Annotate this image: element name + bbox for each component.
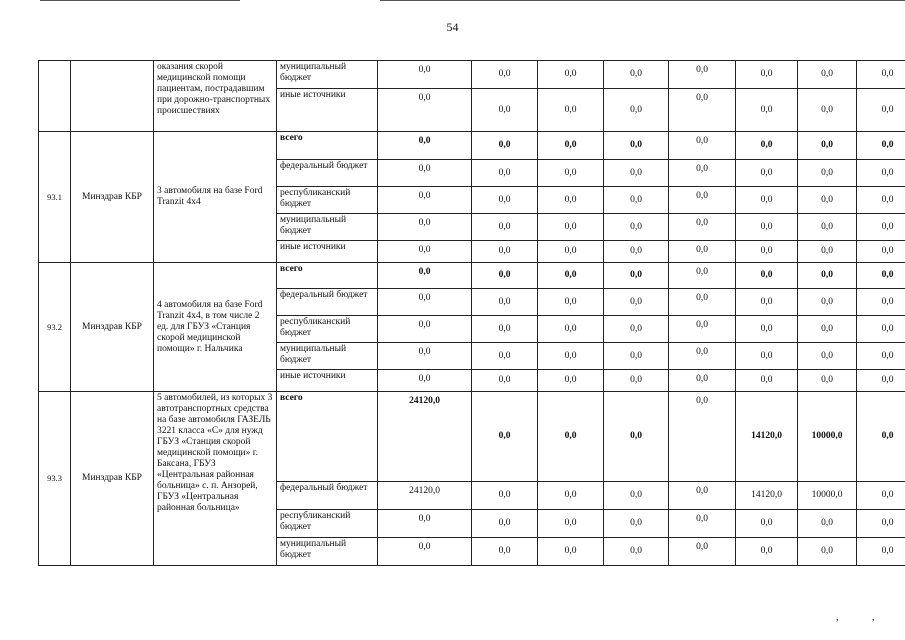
row-id: 93.2	[39, 263, 71, 392]
value-cell: 0,0	[857, 214, 905, 241]
value-cell: 0,0	[604, 370, 669, 392]
value-cell: 0,0	[378, 89, 472, 132]
value-cell: 0,0	[798, 214, 857, 241]
table-row	[39, 132, 905, 160]
row-organization: Минздрав КБР	[71, 392, 154, 566]
value-cell: 0,0	[857, 392, 905, 482]
value-cell: 0,0	[472, 241, 538, 263]
value-cell: 0,0	[378, 343, 472, 370]
value-cell: 0,0	[378, 538, 472, 566]
row-organization: Минздрав КБР	[71, 263, 154, 392]
value-cell: 0,0	[669, 160, 736, 187]
table-row	[39, 392, 905, 482]
value-cell: 0,0	[669, 61, 736, 89]
value-cell: 0,0	[604, 289, 669, 316]
value-cell: 0,0	[736, 343, 798, 370]
value-cell: 0,0	[538, 160, 604, 187]
value-cell: 24120,0	[378, 392, 472, 482]
value-cell: 0,0	[604, 538, 669, 566]
value-cell: 0,0	[798, 89, 857, 132]
value-cell: 0,0	[538, 370, 604, 392]
value-cell: 0,0	[472, 187, 538, 214]
row-id: 93.3	[39, 392, 71, 566]
value-cell: 0,0	[472, 343, 538, 370]
value-cell: 0,0	[472, 132, 538, 160]
funding-source-label: муниципальный бюджет	[277, 214, 378, 241]
value-cell: 0,0	[736, 289, 798, 316]
value-cell: 0,0	[472, 263, 538, 289]
value-cell: 0,0	[378, 160, 472, 187]
value-cell: 0,0	[538, 214, 604, 241]
value-cell: 0,0	[472, 89, 538, 132]
row-description: 4 автомобиля на базе Ford Tranzit 4х4, в том числе 2 ед. для ГБУЗ «Станция скорой медицинской помощи» г. Нальчика	[154, 263, 277, 392]
row-description: 5 автомобилей, из которых 3 автотранспортных средства на базе автомобиля ГАЗЕЛЬ 3221 класса «С» для нужд ГБУЗ «Станция скорой медицинской помощи» г. Баксана, ГБУЗ «Центральная районная больница» с. п. Анзорей, ГБУЗ «Центральная районная больница»	[154, 392, 277, 566]
value-cell: 0,0	[378, 263, 472, 289]
value-cell: 0,0	[538, 289, 604, 316]
value-cell: 0,0	[669, 89, 736, 132]
value-cell: 0,0	[798, 370, 857, 392]
funding-source-label: всего	[277, 132, 378, 160]
table-row	[39, 61, 905, 89]
funding-source-label: муниципальный бюджет	[277, 538, 378, 566]
page-number: 54	[446, 20, 459, 34]
value-cell: 0,0	[538, 89, 604, 132]
value-cell: 0,0	[604, 392, 669, 482]
value-cell: 14120,0	[736, 392, 798, 482]
funding-source-label: республиканский бюджет	[277, 316, 378, 343]
value-cell: 0,0	[798, 316, 857, 343]
value-cell: 0,0	[604, 510, 669, 538]
table-row	[39, 263, 905, 289]
value-cell: 0,0	[538, 316, 604, 343]
value-cell: 0,0	[378, 61, 472, 89]
value-cell: 10000,0	[798, 392, 857, 482]
value-cell: 0,0	[378, 132, 472, 160]
funding-source-label: республиканский бюджет	[277, 510, 378, 538]
value-cell: 0,0	[472, 510, 538, 538]
value-cell: 0,0	[857, 482, 905, 510]
value-cell: 0,0	[669, 370, 736, 392]
margin-mark: ,	[836, 612, 839, 623]
value-cell: 0,0	[669, 316, 736, 343]
row-organization	[71, 61, 154, 132]
value-cell: 0,0	[472, 214, 538, 241]
value-cell: 0,0	[472, 370, 538, 392]
value-cell: 0,0	[378, 370, 472, 392]
value-cell: 0,0	[604, 160, 669, 187]
row-organization: Минздрав КБР	[71, 132, 154, 263]
funding-source-label: федеральный бюджет	[277, 289, 378, 316]
value-cell: 10000,0	[798, 482, 857, 510]
value-cell: 0,0	[604, 482, 669, 510]
value-cell: 0,0	[798, 241, 857, 263]
value-cell: 0,0	[538, 263, 604, 289]
value-cell: 0,0	[378, 510, 472, 538]
value-cell: 0,0	[736, 241, 798, 263]
value-cell: 0,0	[669, 187, 736, 214]
value-cell: 0,0	[857, 343, 905, 370]
value-cell: 0,0	[472, 538, 538, 566]
value-cell: 0,0	[378, 187, 472, 214]
value-cell: 0,0	[472, 160, 538, 187]
value-cell: 0,0	[798, 132, 857, 160]
value-cell: 0,0	[798, 263, 857, 289]
funding-source-label: иные источники	[277, 370, 378, 392]
funding-source-label: республиканский бюджет	[277, 187, 378, 214]
value-cell: 0,0	[472, 392, 538, 482]
value-cell: 0,0	[798, 538, 857, 566]
value-cell: 0,0	[378, 316, 472, 343]
value-cell: 0,0	[378, 214, 472, 241]
funding-source-label: всего	[277, 392, 378, 482]
value-cell: 0,0	[538, 392, 604, 482]
value-cell: 0,0	[472, 316, 538, 343]
value-cell: 0,0	[669, 343, 736, 370]
funding-source-label: иные источники	[277, 241, 378, 263]
value-cell: 0,0	[538, 510, 604, 538]
value-cell: 0,0	[472, 289, 538, 316]
value-cell: 0,0	[798, 187, 857, 214]
value-cell: 0,0	[669, 214, 736, 241]
value-cell: 0,0	[736, 510, 798, 538]
value-cell: 0,0	[736, 187, 798, 214]
value-cell: 0,0	[604, 187, 669, 214]
value-cell: 0,0	[538, 132, 604, 160]
funding-source-label: муниципальный бюджет	[277, 343, 378, 370]
row-description: 3 автомобиля на базе Ford Tranzit 4х4	[154, 132, 277, 263]
value-cell: 0,0	[736, 89, 798, 132]
value-cell: 0,0	[669, 241, 736, 263]
value-cell: 0,0	[798, 160, 857, 187]
value-cell: 0,0	[798, 289, 857, 316]
top-rule-right	[380, 0, 905, 1]
funding-source-label: муниципальный бюджет	[277, 61, 378, 89]
value-cell: 0,0	[378, 289, 472, 316]
funding-source-label: федеральный бюджет	[277, 160, 378, 187]
value-cell: 0,0	[669, 263, 736, 289]
value-cell: 0,0	[604, 316, 669, 343]
value-cell: 0,0	[378, 241, 472, 263]
value-cell: 0,0	[857, 61, 905, 89]
value-cell: 0,0	[736, 132, 798, 160]
value-cell: 0,0	[736, 160, 798, 187]
value-cell: 24120,0	[378, 482, 472, 510]
value-cell: 0,0	[736, 538, 798, 566]
value-cell: 0,0	[857, 510, 905, 538]
value-cell: 0,0	[736, 61, 798, 89]
value-cell: 0,0	[669, 132, 736, 160]
margin-mark: ,	[872, 612, 875, 623]
funding-source-label: иные источники	[277, 89, 378, 132]
value-cell: 0,0	[857, 241, 905, 263]
value-cell: 0,0	[798, 61, 857, 89]
value-cell: 0,0	[604, 89, 669, 132]
value-cell: 0,0	[669, 392, 736, 482]
value-cell: 0,0	[604, 263, 669, 289]
value-cell: 0,0	[669, 510, 736, 538]
funding-source-label: федеральный бюджет	[277, 482, 378, 510]
value-cell: 0,0	[857, 289, 905, 316]
value-cell: 0,0	[736, 263, 798, 289]
value-cell: 0,0	[604, 343, 669, 370]
value-cell: 0,0	[472, 482, 538, 510]
value-cell: 0,0	[857, 160, 905, 187]
value-cell: 0,0	[798, 343, 857, 370]
value-cell: 0,0	[736, 214, 798, 241]
value-cell: 0,0	[857, 187, 905, 214]
value-cell: 0,0	[538, 241, 604, 263]
value-cell: 0,0	[857, 538, 905, 566]
value-cell: 0,0	[857, 263, 905, 289]
value-cell: 0,0	[736, 316, 798, 343]
value-cell: 0,0	[669, 289, 736, 316]
value-cell: 0,0	[857, 89, 905, 132]
value-cell: 0,0	[538, 343, 604, 370]
financing-table	[38, 60, 905, 566]
row-id	[39, 61, 71, 132]
row-id: 93.1	[39, 132, 71, 263]
value-cell: 0,0	[798, 510, 857, 538]
value-cell: 0,0	[604, 214, 669, 241]
value-cell: 0,0	[604, 132, 669, 160]
value-cell: 0,0	[857, 316, 905, 343]
value-cell: 0,0	[604, 241, 669, 263]
value-cell: 14120,0	[736, 482, 798, 510]
funding-source-label: всего	[277, 263, 378, 289]
value-cell: 0,0	[604, 61, 669, 89]
value-cell: 0,0	[857, 132, 905, 160]
value-cell: 0,0	[669, 538, 736, 566]
row-description: оказания скорой медицинской помощи пациентам, пострадавшим при дорожно-транспортных происшествиях	[154, 61, 277, 132]
value-cell: 0,0	[472, 61, 538, 89]
top-rule-left	[40, 0, 240, 1]
value-cell: 0,0	[669, 482, 736, 510]
value-cell: 0,0	[538, 187, 604, 214]
value-cell: 0,0	[538, 538, 604, 566]
value-cell: 0,0	[538, 482, 604, 510]
value-cell: 0,0	[736, 370, 798, 392]
value-cell: 0,0	[857, 370, 905, 392]
value-cell: 0,0	[538, 61, 604, 89]
